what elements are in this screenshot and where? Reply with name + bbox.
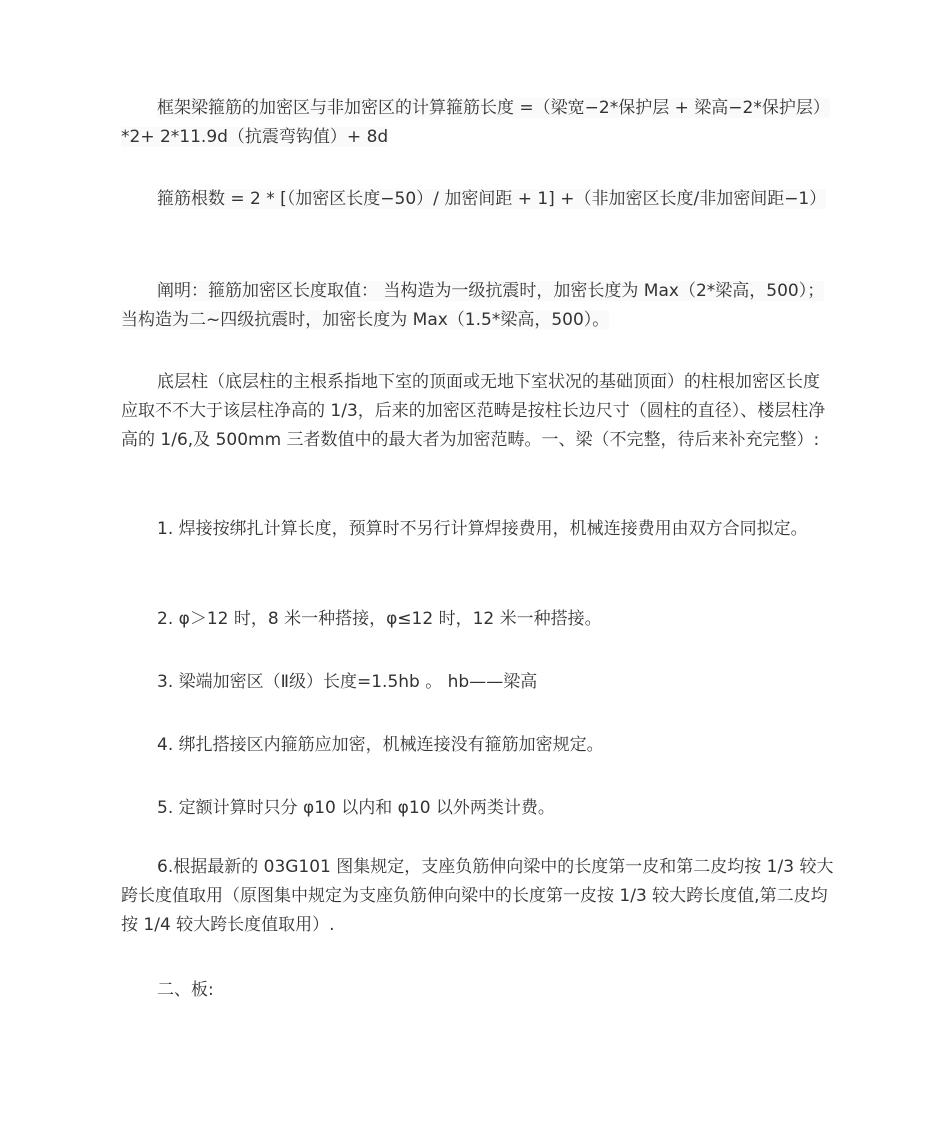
paragraph-item-1: 1. 焊接按绑扎计算长度，预算时不另行计算焊接费用，机械连接费用由双方合同拟定。 (157, 519, 808, 539)
paragraph-stirrup-count-formula: 箍筋根数 = 2 * [（加密区长度−50）/ 加密间距 + 1] +（非加密区长度/非加密间距−1） (157, 189, 827, 209)
paragraph-stirrup-length-formula: 框架梁箍筋的加密区与非加密区的计算箍筋长度 =（梁宽−2*保护层 + 梁高−2*保护层）*2+ 2*11.9d（抗震弯钩值）+ 8d (121, 98, 830, 147)
paragraph-item-2: 2. φ＞12 时，8 米一种搭接，φ≤12 时，12 米一种搭接。 (157, 609, 602, 629)
paragraph-item-5: 5. 定额计算时只分 φ10 以内和 φ10 以外两类计费。 (157, 798, 555, 818)
paragraph-item-4: 4. 绑扎搭接区内箍筋应加密，机械连接没有箍筋加密规定。 (157, 735, 604, 755)
paragraph-densified-length-note: 阐明：箍筋加密区长度取值： 当构造为一级抗震时，加密长度为 Max（2*梁高，500）；当构造为二~四级抗震时，加密长度为 Max（1.5*梁高，500）。 (121, 281, 825, 330)
paragraph-bottom-column-rule: 底层柱（底层柱的主根系指地下室的顶面或无地下室状况的基础顶面）的柱根加密区长度应取不不大于该层柱净高的 1/3，后来的加密区范畴是按柱长边尺寸（圆柱的直径）、楼层柱净高的 1/6,及 500mm 三者数值中的最大者为加密范畴。一、梁（不完整，待后来补充完整）: (121, 372, 826, 450)
paragraph-item-6: 6.根据最新的 03G101 图集规定，支座负筋伸向梁中的长度第一皮和第二皮均按 1/3 较大跨长度值取用（原图集中规定为支座负筋伸向梁中的长度第一皮按 1/3 较大跨长度值,第二皮均按 1/4 较大跨长度值取用）. (121, 857, 834, 935)
section-heading-slab: 二、板: (157, 980, 214, 1000)
paragraph-item-3: 3. 梁端加密区（Ⅱ级）长度=1.5hb 。 hb——梁高 (157, 672, 538, 692)
